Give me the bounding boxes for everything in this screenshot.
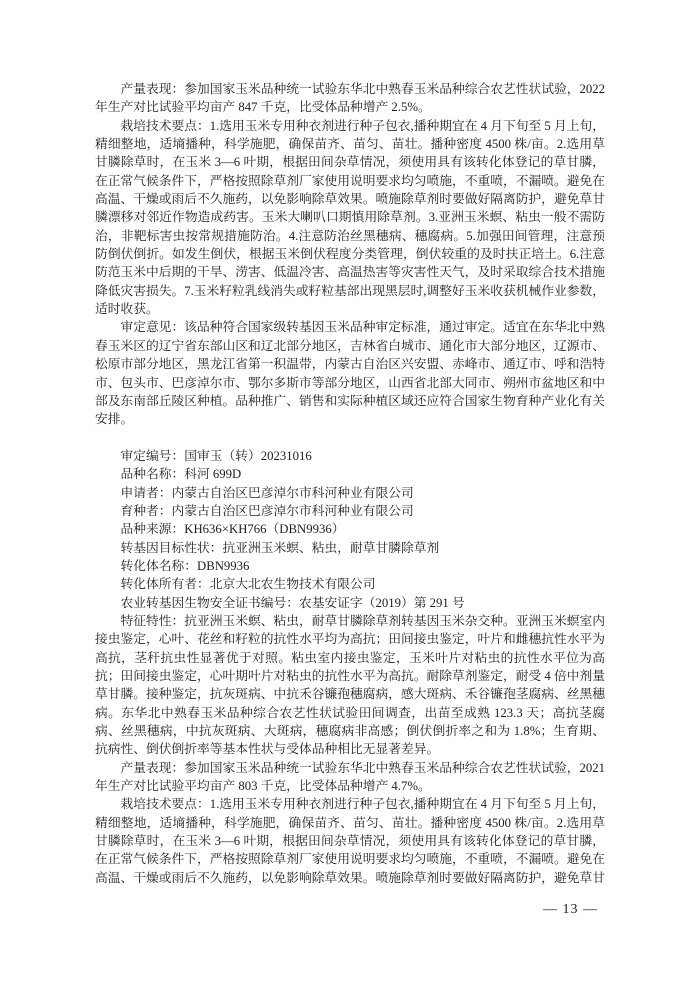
field-breeder: 育种者：内蒙古自治区巴彦淖尔市科河种业有限公司 bbox=[120, 503, 414, 518]
paragraph-yield-2021: 产量表现：参加国家玉米品种统一试验东华北中熟春玉米品种综合农艺性状试验，2021 年生产对比试验平均亩产 803 千克，比受体品种增产 4.7%。 bbox=[95, 760, 605, 794]
document-text-block bbox=[95, 80, 605, 887]
paragraph-characteristics: 特征特性：抗亚洲玉米螟、粘虫，耐草甘膦除草剂转基因玉米杂交种。亚洲玉米螟室内接虫鉴定，心叶、花丝和籽粒的抗性水平均为高抗；田间接虫鉴定，叶片和雌穗抗性水平为高抗，茎秆抗虫性显著优于对照。粘虫室内接虫鉴定，玉米叶片对粘虫的抗性水平位为高抗；田间接虫鉴定，心叶期叶片对粘虫的抗性水平为高抗。耐除草剂鉴定，耐受 4 倍中剂量草甘膦。接种鉴定，抗灰斑病、中抗禾谷镰孢穗腐病，感大斑病、禾谷镰孢茎腐病、丝黑穗病。东华北中熟春玉米品种综合农艺性状试验田间调查，出苗至成熟 123.3 天；高抗茎腐病、丝黑穗病，中抗灰斑病、大斑病，穗腐病非高感；倒伏倒折率之和为 1.8%；生育期、抗病性、倒伏倒折率等基本性状与受体品种相比无显著差异。 bbox=[95, 613, 605, 757]
field-transformation-event-name: 转化体名称：DBN9936 bbox=[120, 558, 250, 573]
field-transformation-event-owner: 转化体所有者：北京大北农生物技术有限公司 bbox=[120, 577, 376, 592]
field-gm-target-traits: 转基因目标性状：抗亚洲玉米螟、粘虫，耐草甘膦除草剂 bbox=[120, 540, 440, 555]
paragraph-cultivation-notes-2021-truncated: 栽培技术要点：1.选用玉米专用种衣剂进行种子包衣,播种期宜在 4 月下旬至 5 月上旬，精细整地，适墒播种，科学施肥，确保苗齐、苗匀、苗壮。播种密度 4500 株/亩。2.选用草甘膦除草时，在玉米 3—6 叶期，根据田间杂草情况，须使用具有该转化体登记的草甘膦，在正常气候条件下，严格按照除草剂厂家使用说明要求均匀喷施，不重喷，不漏喷。避免在高温、干燥或雨后不久施药，以免影响除草效果。喷施除草剂时要做好隔离防护，避免草甘 bbox=[95, 797, 605, 885]
field-approval-number: 审定编号：国审玉（转）20231016 bbox=[120, 448, 312, 463]
field-applicant: 申请者：内蒙古自治区巴彦淖尔市科河种业有限公司 bbox=[120, 485, 414, 500]
paragraph-cultivation-notes-2022: 栽培技术要点：1.选用玉米专用种衣剂进行种子包衣,播种期宜在 4 月下旬至 5 月上旬，精细整地，适墒播种，科学施肥，确保苗齐、苗匀、苗壮。播种密度 4500 株/亩。2.选用草甘膦除草时，在玉米 3—6 叶期，根据田间杂草情况，须使用具有该转化体登记的草甘膦，在正常气候条件下，严格按照除草剂厂家使用说明要求均匀喷施，不重喷，不漏喷。避免在高温、干燥或雨后不久施药，以免影响除草效果。喷施除草剂时要做好隔离防护，避免草甘膦漂移对邻近作物造成药害。玉米大喇叭口期慎用除草剂。3.亚洲玉米螟、粘虫一般不需防治，非靶标害虫按常规措施防治。4.注意防治丝黑穗病、穗腐病。5.加强田间管理，注意预防倒伏倒折。如发生倒伏，根据玉米倒伏程度分类管理，倒伏较重的及时扶正培土。6.注意防范玉米中后期的干旱、涝害、低温冷害、高温热害等灾害性天气，及时采取综合技术措施降低灾害损失。7.玉米籽粒乳线消失或籽粒基部出现黑层时,调整好玉米收获机械作业参数，适时收获。 bbox=[95, 118, 605, 317]
field-variety-name: 品种名称：科河 699D bbox=[120, 467, 242, 482]
paragraph-yield-2022: 产量表现：参加国家玉米品种统一试验东华北中熟春玉米品种综合农艺性状试验，2022 年生产对比试验平均亩产 847 千克，比受体品种增产 2.5%。 bbox=[95, 82, 605, 115]
field-biosafety-certificate-number: 农业转基因生物安全证书编号：农基安证字（2019）第 291 号 bbox=[120, 595, 465, 610]
paragraph-approval-opinion: 审定意见：该品种符合国家级转基因玉米品种审定标准，通过审定。适宜在东华北中熟春玉米区的辽宁省东部山区和辽北部分地区，吉林省白城市、通化市大部分地区，辽源市、松原市部分地区，黑龙江省第一积温带，内蒙古自治区兴安盟、赤峰市、通辽市、呼和浩特市、包头市、巴彦淖尔市、鄂尔多斯市等部分地区，山西省北部大同市、朔州市盆地区和中部及东南部丘陵区种植。品种推广、销售和实际种植区域还应符合国家生物育种产业化有关安排。 bbox=[95, 320, 605, 427]
page-number: — 13 — bbox=[543, 902, 598, 917]
field-variety-source: 品种来源：KH636×KH766（DBN9936） bbox=[120, 522, 345, 537]
